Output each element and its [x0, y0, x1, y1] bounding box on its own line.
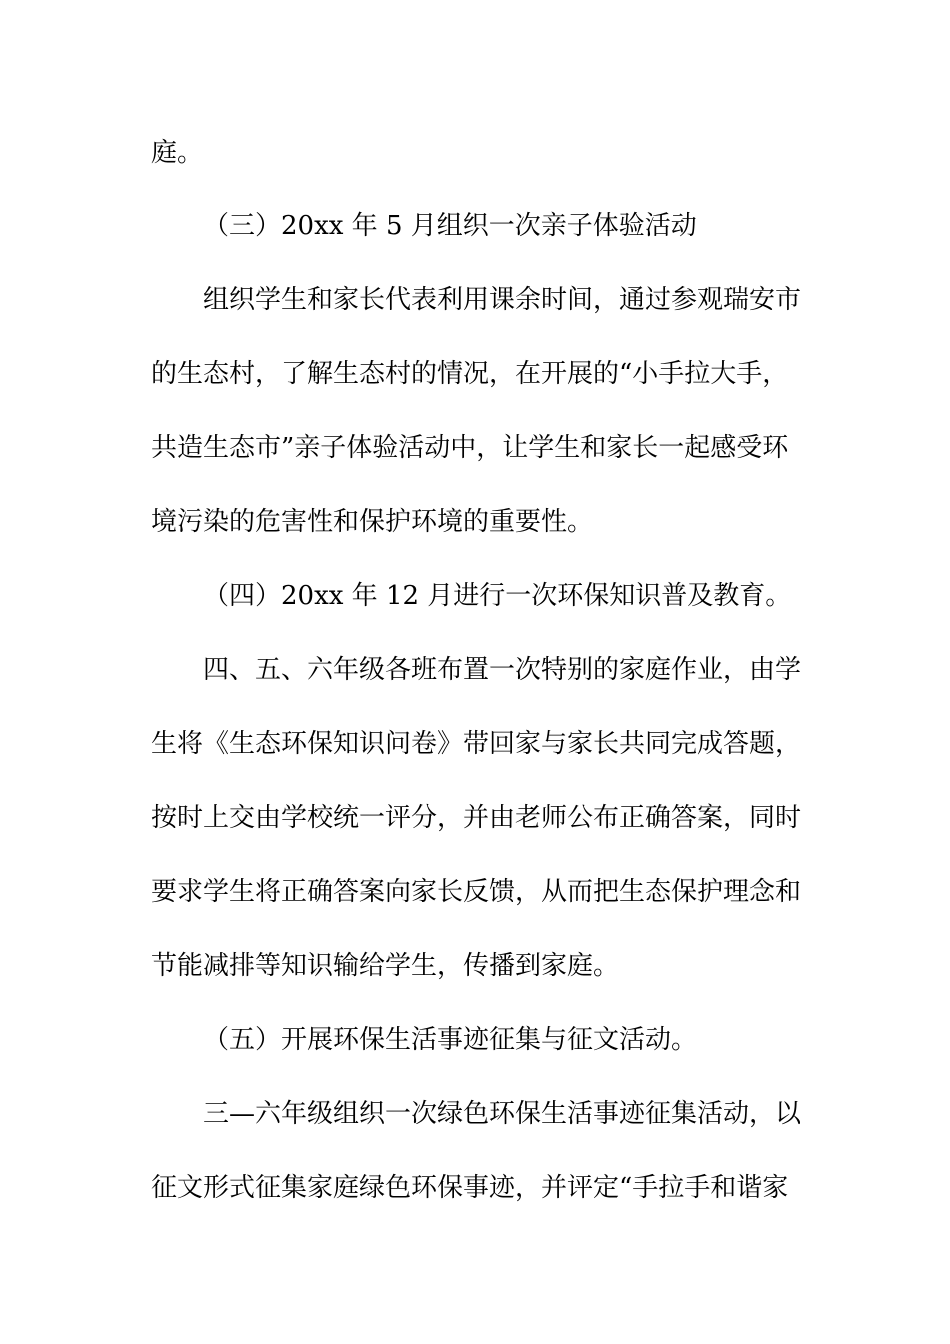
- paragraph-line: 共造生态市”亲子体验活动中，让学生和家长一起感受环: [151, 433, 789, 463]
- section-heading-5: （五）开展环保生活事迹征集与征文活动。: [203, 1025, 698, 1055]
- text-line: 庭。: [151, 138, 204, 168]
- paragraph-line: 节能减排等知识输给学生，传播到家庭。: [151, 951, 620, 981]
- section-heading-4: （四）20xx 年 12 月进行一次环保知识普及教育。: [203, 581, 792, 611]
- paragraph-line: 征文形式征集家庭绿色环保事迹，并评定“手拉手和谐家: [151, 1173, 789, 1203]
- paragraph-line: 四、五、六年级各班布置一次特别的家庭作业，由学: [203, 655, 801, 685]
- paragraph-line: 三—六年级组织一次绿色环保生活事迹征集活动，以: [203, 1099, 801, 1129]
- paragraph-line: 要求学生将正确答案向家长反馈，从而把生态保护理念和: [151, 877, 801, 907]
- paragraph-line: 按时上交由学校统一评分，并由老师公布正确答案，同时: [151, 803, 801, 833]
- paragraph-line: 生将《生态环保知识问卷》带回家与家长共同完成答题，: [151, 729, 801, 759]
- section-heading-3: （三）20xx 年 5 月组织一次亲子体验活动: [203, 211, 697, 241]
- paragraph-line: 的生态村，了解生态村的情况，在开展的“小手拉大手，: [151, 359, 789, 389]
- paragraph-line: 境污染的危害性和保护环境的重要性。: [151, 507, 594, 537]
- paragraph-line: 组织学生和家长代表利用课余时间，通过参观瑞安市: [203, 285, 801, 315]
